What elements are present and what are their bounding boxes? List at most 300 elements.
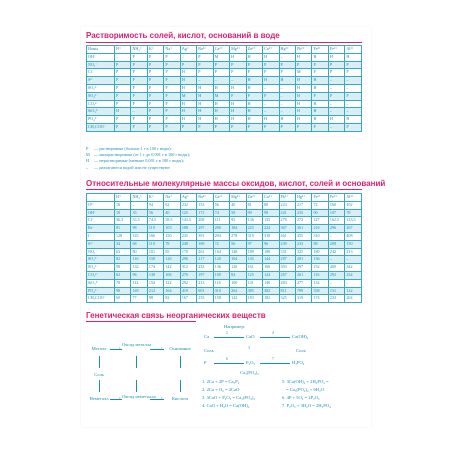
arrow-base-to-salt [180,356,181,368]
table-row-label: PO₄³⁻ [87,287,115,295]
table-cell: 72 [213,240,229,248]
table-row-label: OH⁻ [87,53,115,61]
table-cell: 150 [164,232,180,240]
table-row [87,77,362,85]
table-cell: 170 [180,248,196,256]
table-cell: 161 [246,264,262,272]
table-cell: 183 [246,295,262,303]
node-base: Основание [169,346,191,351]
table-cell: 241 [279,209,295,217]
table-header-cell: Ba²⁺ [197,46,213,54]
chain-salt-formula: Ca₃(PO₄)₂ [240,370,259,375]
chain-num: 4 [272,331,274,335]
table-cell: 74 [213,209,229,217]
table-cell: 158 [213,295,229,303]
table-cell: Р [197,61,213,69]
table-cell: 96 [263,240,279,248]
table-cell: 382 [263,287,279,295]
table-cell: Р [328,61,344,69]
table-cell: 88 [312,240,328,248]
table-cell: – [279,53,295,61]
table-cell: Н [312,77,328,85]
table-row [87,232,362,240]
table-cell: Н [279,77,295,85]
table-cell: 124 [263,271,279,279]
table-cell: 81 [115,225,131,233]
legend-item: М — малорастворимые (от 1 г до 0,001 г в 100 г воды); [86,152,191,158]
table-header-cell: H⁺ [115,46,131,54]
table-cell: 296 [328,225,344,233]
table-header-cell: Ca²⁺ [213,46,229,54]
table-header-cell: Cu²⁺ [263,46,279,54]
table-cell: 126 [164,256,180,264]
table-cell: Н [115,108,131,116]
table-cell: 239 [279,240,295,248]
table-cell: 233 [197,264,213,272]
table-cell: 120 [230,264,246,272]
chain-line [214,337,244,338]
table-cell: 60 [115,295,131,303]
table-cell: Н [312,100,328,108]
table-cell: 158 [147,256,163,264]
arrow-salt-to-nonmetal [99,380,100,392]
table-header-cell: Al³⁺ [345,194,362,202]
node-acid: Кислота [171,396,189,401]
table-cell: 303 [279,264,295,272]
table-cell: 141 [246,279,262,287]
table-cell: – [345,77,362,85]
table-cell: 164 [164,287,180,295]
table-row-label: Cl⁻ [87,217,115,225]
table-cell: Н [295,84,311,92]
table-cell: Н [180,84,196,92]
table-cell: 136 [246,217,262,225]
table-cell: – [279,108,295,116]
table-cell: 310 [213,287,229,295]
table-row-label: SO₄²⁻ [87,92,115,100]
table-cell: Р [246,69,262,77]
table-cell: 310 [312,232,328,240]
table-cell: Н [246,100,262,108]
table-cell: 58,5 [164,217,180,225]
chain-line [260,363,290,364]
table-cell: Р [295,123,311,131]
arrow-metal-to-salt [99,356,100,368]
table-row-label: SiO₃²⁻ [87,279,115,287]
table-cell: 213 [345,248,362,256]
table-cell: 325 [279,295,295,303]
table-cell: – [213,77,229,85]
table-cell: Р [263,92,279,100]
table-cell: Р [131,69,147,77]
table-cell: Н [213,84,229,92]
table-row [87,225,362,233]
table-cell: 296 [180,256,196,264]
table-row-label: Br⁻ [87,225,115,233]
table-cell: 325 [295,248,311,256]
table-cell: Р [345,123,362,131]
table-cell: 234 [345,271,362,279]
table-cell: 18 [115,209,131,217]
table-cell: 98 [131,225,147,233]
table-cell: – [180,53,196,61]
genetic-diagram [86,338,196,418]
table-cell: Н [312,108,328,116]
table-cell: 235 [180,232,196,240]
table-header-cell: Pb²⁺ [279,194,295,202]
table-cell: Н [180,77,196,85]
table-cell: 98 [147,295,163,303]
table-cell: 144 [263,256,279,264]
table-header-cell: H⁺ [115,194,131,202]
table-cell: 318 [263,232,279,240]
table-row-label: S²⁻ [87,240,115,248]
table-cell: – [345,100,362,108]
table-cell: – [263,84,279,92]
table-cell: Р [147,92,163,100]
table-cell: 184 [230,225,246,233]
table-cell: Р [131,53,147,61]
table-row-label: SO₃²⁻ [87,256,115,264]
table-cell: Р [230,123,246,131]
table-cell: 160 [263,264,279,272]
table-row [87,295,362,303]
table-cell: 142 [164,264,180,272]
table-cell: 62 [164,201,180,209]
arrow-salt-to-acid [180,380,181,392]
table-cell: 233 [295,240,311,248]
table-cell: 81 [246,201,262,209]
table-cell: Р [295,61,311,69]
table-cell: 262 [230,287,246,295]
genetic-title: Генетическая связь неорганических веществ [86,311,266,320]
table-row [87,92,362,100]
table-cell: 58 [230,209,246,217]
chain-num: 6 [226,357,228,361]
table-cell: 77 [131,295,147,303]
table-cell: 167 [180,295,196,303]
legend-item: Н — нерастворимые (меньше 0,001 г в 100 г воды); [86,158,184,164]
table-cell: Р [115,100,131,108]
table-row [87,256,362,264]
table-cell: 169 [197,240,213,248]
table-cell: 98 [115,287,131,295]
table-header-cell: Hg²⁺ [279,46,295,54]
chain-salt: Соль [204,348,214,353]
table-header-cell: Fe³⁺ [328,194,344,202]
table-cell: 276 [180,271,196,279]
masses-title-rule [86,189,362,190]
table-cell: 56 [230,240,246,248]
chain-h3po4: H₃PO₄ [292,360,305,365]
table-cell: Р [147,100,163,108]
table-cell: Р [279,123,295,131]
table-cell: Р [147,69,163,77]
table-cell: 68 [131,240,147,248]
node-nonmetal: Неметалл [89,396,109,401]
table-header-cell: Ca²⁺ [213,194,229,202]
table-cell: 292 [180,279,196,287]
table-cell: – [345,84,362,92]
table-cell: 342 [345,264,362,272]
table-cell: Н [295,92,311,100]
table-header-cell: Mg²⁺ [230,194,246,202]
table-cell: Р [213,69,229,77]
equation: 2. 2Ca + O₂ = 2CaO [202,387,240,392]
table-cell: – [345,108,362,116]
arrowhead-icon: › [119,346,121,351]
table-cell: 53,5 [131,217,147,225]
table-header-cell: Ag⁺ [180,46,196,54]
table-row [87,100,362,108]
table-row-label: Cl⁻ [87,69,115,77]
table-cell: Р [131,77,147,85]
table-cell: 107 [328,209,344,217]
table-header-cell: Na⁺ [164,46,180,54]
table-cell: 358 [312,287,328,295]
table-row-label: OH⁻ [87,209,115,217]
table-cell: 208 [197,217,213,225]
arrowhead-icon: › [119,396,121,401]
table-cell: 174 [147,264,163,272]
table-cell: 143,5 [180,217,196,225]
table-cell: 99 [246,209,262,217]
table-cell: Н [246,108,262,116]
table-header-cell: Hg²⁺ [295,194,311,202]
table-cell: 125 [246,271,262,279]
table-cell: Н [197,116,213,124]
equation: 1. 2Ca + 2P = Ca₃P₂ [202,379,240,384]
table-cell: 189 [246,248,262,256]
table-cell: Р [312,69,328,77]
arrow-salt-to-nonmetal-oxide [136,380,137,392]
table-row [87,69,362,77]
table-cell: 319 [295,295,311,303]
table-cell: Р [197,69,213,77]
table-cell: 132 [312,279,328,287]
table-cell: 111 [213,217,229,225]
table-cell: 80 [131,248,147,256]
solubility-title: Растворимость солей, кислот, оснований в воде [86,31,280,40]
table-cell: Н [246,77,262,85]
table-cell: Н [263,116,279,124]
table-cell: – [279,100,295,108]
table-cell: 106 [164,271,180,279]
table-cell: 40 [164,209,180,217]
molecular-mass-table [86,193,362,303]
table-cell: 136 [213,264,229,272]
table-cell: 400 [328,264,344,272]
table-cell: – [131,108,147,116]
table-cell: 248 [180,240,196,248]
table-cell: 272 [295,217,311,225]
table-cell: 78 [115,279,131,287]
table-header-cell: Al³⁺ [345,46,362,54]
table-header-cell: Fe²⁺ [312,46,328,54]
table-row-label: O²⁻ [87,201,115,209]
table-cell: Р [312,123,328,131]
table-cell: Н [246,84,262,92]
table-cell: 200 [213,225,229,233]
node-metal: Металл [91,346,107,351]
table-cell: 385 [246,287,262,295]
table-cell: Р [263,61,279,69]
table-cell: Р [147,53,163,61]
table-cell: 82 [164,295,180,303]
chain-num: 2 [226,331,228,335]
equation: 7. P₂O₅ + 3H₂O = 2H₃PO₄ [282,403,331,408]
table-cell: Н [345,53,362,61]
table-cell: 455 [295,232,311,240]
table-cell: 135 [263,217,279,225]
table-cell: – [279,84,295,92]
node-metal-oxide: Оксид металла [122,342,152,347]
table-cell: 104 [230,256,246,264]
table-cell: Р [131,116,147,124]
table-cell: 90 [312,209,328,217]
table-cell: 145 [131,232,147,240]
table-row [87,248,362,256]
chain-ca: Ca [204,334,210,339]
table-cell: Р [246,92,262,100]
genetic-title-rule [86,321,196,322]
chain-salt: Соль [296,348,306,353]
table-cell: Р [115,77,131,85]
table-header-row [87,194,362,202]
table-header-cell: Pb²⁺ [295,46,311,54]
table-cell: – [197,77,213,85]
table-cell: Н [312,84,328,92]
table-cell: 132 [131,264,147,272]
table-row [87,209,362,217]
table-cell: Р [115,92,131,100]
table-cell: 82 [115,256,131,264]
table-cell: Н [345,116,362,124]
example-block [200,324,365,414]
table-cell: – [328,256,344,264]
table-cell: Р [164,69,180,77]
table-cell: – [230,77,246,85]
table-cell: 408 [345,232,362,240]
table-cell: Р [230,69,246,77]
table-cell: 182 [263,295,279,303]
table-cell: 40 [230,201,246,209]
table-cell: Н [213,108,229,116]
table-cell: 160 [328,201,344,209]
table-cell: Р [180,123,196,131]
table-row-label: SO₃²⁻ [87,84,115,92]
table-cell: 151 [328,287,344,295]
table-row-label: SiO₃²⁻ [87,108,115,116]
table-cell: 799 [295,287,311,295]
table-cell: 150 [345,240,362,248]
node-salt: Соль [94,372,104,377]
table-cell: 171 [197,209,213,217]
table-cell: Р [164,84,180,92]
table-cell: Н [197,84,213,92]
equation: 5. 3Ca(OH)₂ + 2H₃PO₄ = [282,379,329,384]
table-cell: 100 [213,271,229,279]
table-cell: 116 [312,271,328,279]
table-header-cell: Na⁺ [164,194,180,202]
table-cell: 419 [180,287,196,295]
arrowhead-icon: › [161,396,163,401]
table-cell: Н [295,100,311,108]
table-cell: Н [328,53,344,61]
table-row [87,84,362,92]
table-cell: М [180,92,196,100]
table-cell: Р [131,100,147,108]
table-cell: Н [263,77,279,85]
chain-p: P [204,360,207,365]
table-cell: 80 [263,201,279,209]
table-cell: 145 [246,256,262,264]
table-cell: 78 [164,240,180,248]
table-cell: – [263,100,279,108]
table-cell: 85 [164,248,180,256]
table-cell: 142 [230,295,246,303]
table-cell: 461 [279,232,295,240]
table-cell: 116 [213,279,229,287]
table-cell: 128 [115,232,131,240]
table-cell: Р [328,92,344,100]
table-cell: – [328,108,344,116]
table-cell: 367 [279,225,295,233]
table-cell: Н [180,108,196,116]
table-cell: Р [328,69,344,77]
table-cell: 216 [312,225,328,233]
table-header-cell: K⁺ [147,46,163,54]
table-cell: – [115,53,131,61]
table-cell: 267 [345,225,362,233]
table-cell: 223 [279,201,295,209]
table-cell: 224 [263,225,279,233]
table-cell: – [345,279,362,287]
table-cell: 133,5 [345,217,362,225]
table-cell: Н [263,53,279,61]
table-cell: М [295,69,311,77]
table-cell: Н [180,116,196,124]
table-cell: Р [213,123,229,131]
table-cell: 287 [279,256,295,264]
table-cell: Р [345,92,362,100]
table-cell: Р [115,123,131,131]
table-cell: Р [164,77,180,85]
table-cell: 56 [213,201,229,209]
chain-caoh2: Ca(OH)₂ [292,334,309,339]
table-cell: 278 [279,217,295,225]
table-cell: 72 [312,201,328,209]
table-cell: М [213,53,229,61]
table-cell: Н [230,53,246,61]
table-cell: Р [279,61,295,69]
table-cell: 103 [164,225,180,233]
table-cell: – [328,100,344,108]
table-cell: 95 [230,217,246,225]
table-cell: 235 [295,209,311,217]
table-cell: 63 [115,248,131,256]
table-cell: Р [164,92,180,100]
table-cell: 35 [131,209,147,217]
table-cell: 120 [213,256,229,264]
table-cell: 102 [345,201,362,209]
table-cell: Н [312,116,328,124]
table-cell: 217 [295,201,311,209]
table-cell: 188 [263,248,279,256]
table-row-label: S²⁻ [87,77,115,85]
table-cell: Н [279,116,295,124]
table-cell: Н [295,77,311,85]
